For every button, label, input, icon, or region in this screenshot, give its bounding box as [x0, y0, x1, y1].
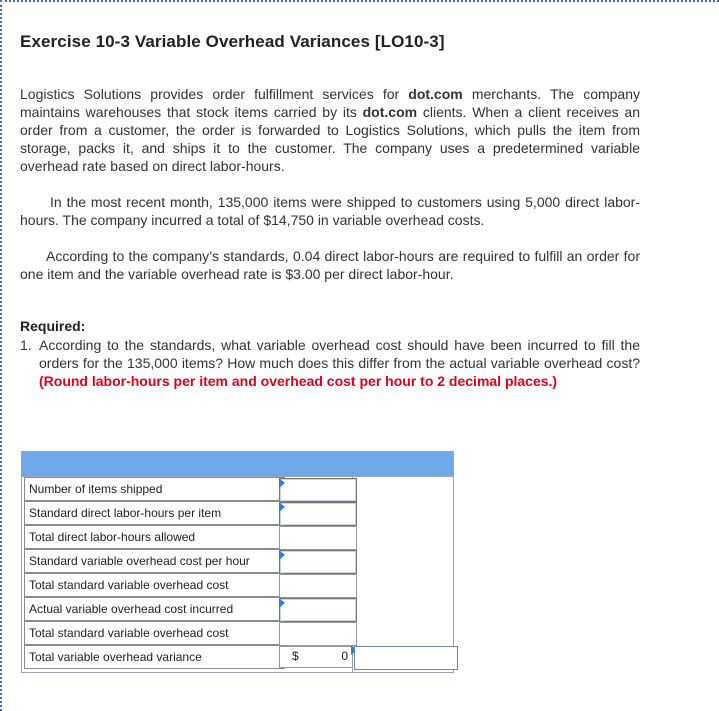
- row-label: Total standard variable overhead cost: [24, 573, 285, 597]
- required-item-1: [20, 336, 640, 390]
- question-text: According to the standards, what variable overhead cost should have been incurred to fill the orders for the 135,000 items? How much does this differ from the actual variable overhead cost?: [39, 337, 640, 371]
- table-row: [22, 597, 453, 621]
- intro-paragraph-2: In the most recent month, 135,000 items were shipped to customers using 5,000 direct labor-hours. The company incurred a total of $14,750 in variable overhead costs.: [20, 194, 640, 228]
- answer-table: [21, 451, 454, 673]
- total-standard-overhead-cell-2: [279, 622, 357, 646]
- actual-overhead-cost-input[interactable]: [279, 598, 357, 622]
- table-row: [22, 645, 453, 669]
- row-label: Total standard variable overhead cost: [24, 621, 285, 645]
- variance-type-input[interactable]: [354, 646, 458, 670]
- row-label: Total variable overhead variance: [24, 645, 285, 669]
- input-marker-icon: [279, 550, 285, 560]
- table-row: [22, 477, 453, 501]
- table-row: [22, 501, 453, 525]
- currency-symbol: $: [292, 649, 299, 663]
- table-row: [22, 573, 453, 597]
- intro-text: merchants. The company maintains warehouses that stock items carried by its: [20, 86, 640, 120]
- table-row: [22, 525, 453, 549]
- input-marker-icon: [279, 598, 285, 608]
- left-dotted-border: [0, 0, 2, 711]
- table-row: [22, 621, 453, 645]
- company-name-bold: dot.com: [362, 104, 418, 120]
- row-label: Standard direct labor-hours per item: [24, 501, 285, 525]
- total-standard-overhead-cell: [279, 574, 357, 598]
- row-label: Number of items shipped: [24, 477, 285, 501]
- intro-text: clients. When a client receives an order from a customer, the order is forwarded to Logistics Solutions, which pulls the item from storage, packs it, and ships it to the customer. The company uses a predetermined variable overhead rate based on direct labor-hours.: [20, 104, 641, 174]
- required-number: 1.: [20, 337, 32, 353]
- row-label: Total direct labor-hours allowed: [24, 525, 285, 549]
- variance-value: 0: [341, 649, 348, 663]
- rounding-instruction: (Round labor-hours per item and overhead cost per hour to 2 decimal places.): [39, 373, 558, 389]
- table-header: [22, 452, 453, 477]
- table-row: [22, 549, 453, 573]
- intro-text: Logistics Solutions provides order fulfillment services for: [20, 86, 409, 102]
- row-label: Standard variable overhead cost per hour: [24, 549, 285, 573]
- exercise-title: Exercise 10-3 Variable Overhead Variances [LO10-3]: [20, 32, 445, 51]
- intro-paragraph-3: According to the company’s standards, 0.04 direct labor-hours are required to fulfill an order for one item and the variable overhead rate is $3.00 per direct labor-hour.: [20, 248, 640, 282]
- input-marker-icon: [279, 478, 285, 488]
- company-name-bold: dot.com: [408, 86, 463, 102]
- labor-hours-per-item-input[interactable]: [279, 502, 357, 526]
- intro-paragraph-1: [20, 85, 640, 175]
- top-dotted-border: [0, 0, 719, 2]
- row-label: Actual variable overhead cost incurred: [24, 597, 285, 621]
- input-marker-icon: [279, 502, 285, 512]
- items-shipped-input[interactable]: [279, 478, 357, 502]
- required-question: [39, 336, 640, 390]
- total-labor-hours-allowed-cell: [279, 526, 357, 550]
- required-label: Required:: [20, 318, 86, 334]
- overhead-cost-per-hour-input[interactable]: [279, 550, 357, 574]
